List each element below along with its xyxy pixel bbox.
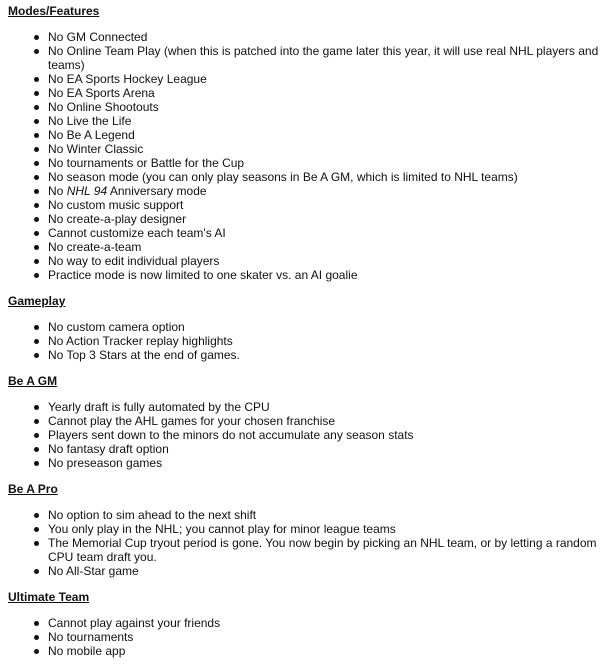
list-item: No option to sim ahead to the next shift — [0, 508, 606, 522]
list-item: No fantasy draft option — [0, 442, 606, 456]
section-spacer — [0, 470, 606, 478]
section-heading: Modes/Features — [8, 4, 100, 18]
section-ultimate-team — [0, 586, 606, 666]
list-item: No Top 3 Stars at the end of games. — [0, 348, 606, 362]
list-item: No tournaments or Battle for the Cup — [0, 156, 606, 170]
section-modes-features — [0, 0, 606, 290]
list-item: No Action Tracker replay highlights — [0, 334, 606, 348]
list-item: No Winter Classic — [0, 142, 606, 156]
section-be-a-pro — [0, 478, 606, 586]
list-item: No custom camera option — [0, 320, 606, 334]
list-item: No preseason games — [0, 456, 606, 470]
list-item: No Online Team Play (when this is patched into the game later this year, it will use real NHL players and teams) — [0, 44, 606, 72]
list-item: No custom music support — [0, 198, 606, 212]
list-item: No tournaments — [0, 630, 606, 644]
section-be-a-gm — [0, 370, 606, 478]
list-item — [0, 184, 606, 198]
list-item: No Be A Legend — [0, 128, 606, 142]
list-item: No EA Sports Arena — [0, 86, 606, 100]
list-item-text: Anniversary mode — [107, 184, 207, 198]
list-item: Cannot play against your friends — [0, 616, 606, 630]
bullet-list — [0, 500, 606, 578]
bullet-list — [0, 312, 606, 362]
list-item: No way to edit individual players — [0, 254, 606, 268]
section-gameplay — [0, 290, 606, 370]
list-item: No Online Shootouts — [0, 100, 606, 114]
list-item: No create-a-team — [0, 240, 606, 254]
list-item: Practice mode is now limited to one skater vs. an AI goalie — [0, 268, 606, 282]
bullet-list — [0, 22, 606, 282]
list-item: Yearly draft is fully automated by the CPU — [0, 400, 606, 414]
list-item: You only play in the NHL; you cannot play for minor league teams — [0, 522, 606, 536]
list-item: No mobile app — [0, 644, 606, 658]
list-item: Cannot customize each team's AI — [0, 226, 606, 240]
section-spacer — [0, 282, 606, 290]
list-item-text: No — [48, 184, 67, 198]
section-spacer — [0, 578, 606, 586]
section-spacer — [0, 362, 606, 370]
list-item: Cannot play the AHL games for your chosen franchise — [0, 414, 606, 428]
section-heading: Be A Pro — [8, 482, 58, 496]
game-title-text: NHL 94 — [66, 184, 108, 198]
list-item: No create-a-play designer — [0, 212, 606, 226]
bullet-list — [0, 608, 606, 658]
list-item: No GM Connected — [0, 30, 606, 44]
section-heading: Ultimate Team — [8, 590, 90, 604]
list-item: No All-Star game — [0, 564, 606, 578]
list-item: No Live the Life — [0, 114, 606, 128]
section-heading: Be A GM — [8, 374, 58, 388]
list-item: No EA Sports Hockey League — [0, 72, 606, 86]
list-item: Players sent down to the minors do not accumulate any season stats — [0, 428, 606, 442]
list-item: The Memorial Cup tryout period is gone. You now begin by picking an NHL team, or by letting a random CPU team draft you. — [0, 536, 606, 564]
section-heading: Gameplay — [8, 294, 66, 308]
bullet-list — [0, 392, 606, 470]
list-item: No season mode (you can only play seasons in Be A GM, which is limited to NHL teams) — [0, 170, 606, 184]
